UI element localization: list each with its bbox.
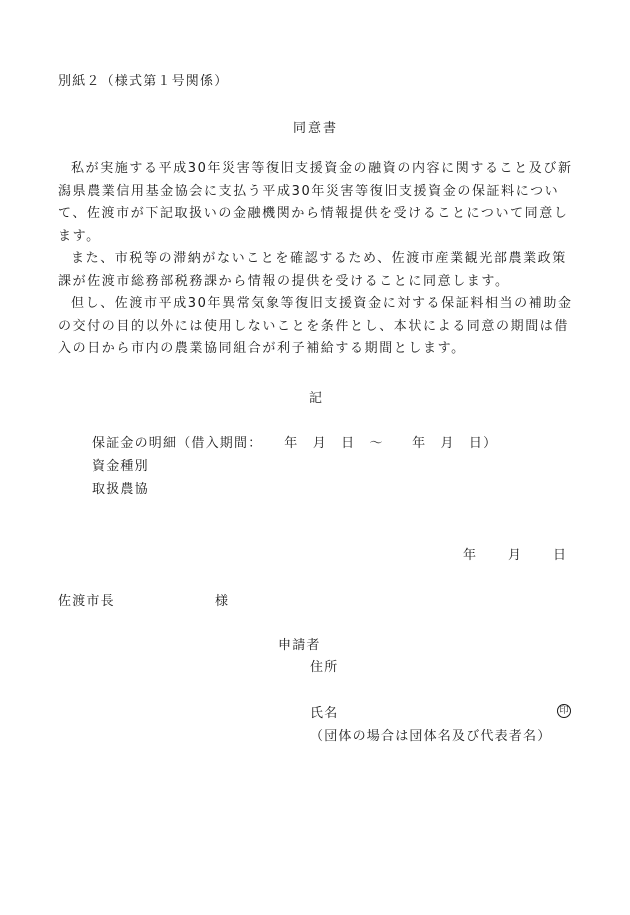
name-label: 氏名: [310, 706, 339, 721]
seal-icon: 印: [557, 704, 571, 718]
form-reference: 別紙２（様式第１号関係）: [58, 74, 229, 89]
applicant-label: 申請者: [278, 638, 321, 653]
paragraph-tax: また、市税等の滞納がないことを確認するため、佐渡市産業観光部農業政策課が佐渡市総務部税務課から情報の提供を受けることに同意します。: [58, 251, 567, 289]
handling-coop-label: 取扱農協: [92, 482, 149, 497]
addressee-name: 佐渡市長: [58, 594, 115, 609]
paragraph-consent: 私が実施する平成30年災害等復旧支援資金の融資の内容に関すること及び新潟県農業信用基金協会に支払う平成30年災害等復旧支援資金の保証料について、佐渡市が下記取扱いの金融機関から情報提供を受けることについて同意します。: [58, 161, 573, 244]
address-label: 住所: [310, 660, 339, 675]
guarantee-details-line: 保証金の明細（借入期間： 年 月 日 〜 年 月 日）: [92, 436, 498, 451]
paragraph-condition: 但し、佐渡市平成30年異常気象等復旧支援資金に対する保証料相当の補助金の交付の目的以外には使用しないことを条件とし、本状による同意の期間は借入の日から市内の農業協同組合が利子補給する期間とします。: [58, 296, 573, 357]
ki-heading: 記: [309, 391, 324, 406]
date-line: 年 月 日: [463, 548, 569, 563]
document-title: 同意書: [293, 121, 339, 136]
organization-note: （団体の場合は団体名及び代表者名）: [310, 729, 552, 744]
fund-type-label: 資金種別: [92, 459, 149, 474]
seal-mark: [557, 703, 571, 718]
addressee-honorific: 様: [215, 594, 230, 609]
